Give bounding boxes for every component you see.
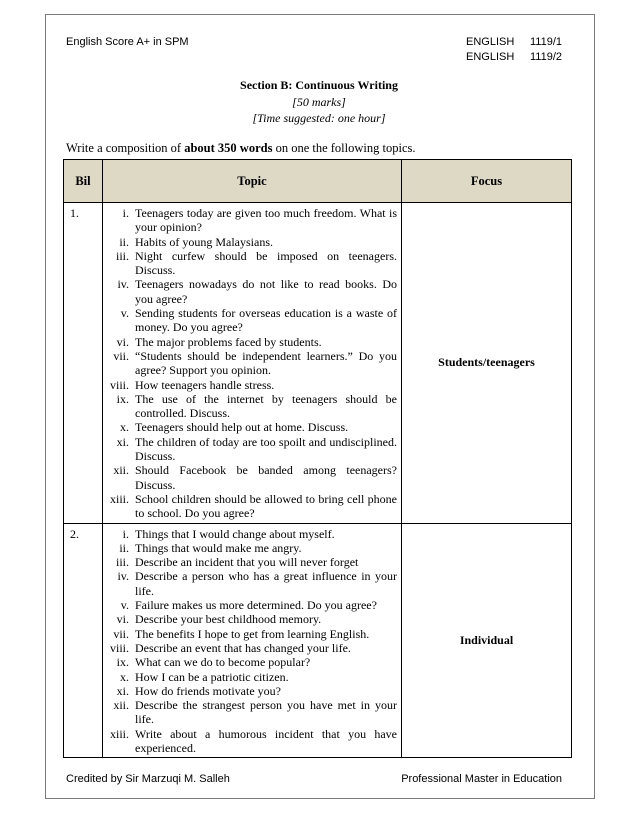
list-item-number: viii. — [109, 640, 129, 655]
list-item — [103, 463, 401, 492]
list-item — [103, 569, 401, 598]
list-item-text: Describe your best childhood memory. — [135, 612, 322, 627]
list-item — [103, 378, 401, 392]
list-item — [103, 641, 401, 655]
list-item-text: How do friends motivate you? — [135, 683, 281, 698]
list-item-number: ix. — [116, 391, 129, 406]
list-item-text: The major problems faced by students. — [135, 334, 322, 349]
list-item-text: Describe an event that has changed your life. — [135, 640, 351, 655]
section-marks: [50 marks] — [292, 95, 346, 109]
list-item-number: v. — [120, 306, 129, 321]
list-item-text: Should Facebook be banded among teenagers? Discuss. — [135, 463, 397, 492]
list-item-number: v. — [120, 598, 129, 613]
list-item — [103, 627, 401, 641]
list-item-text: Teenagers nowadays do not like to read books. Do you agree? — [135, 277, 397, 306]
footer-credit: Credited by Sir Marzuqi M. Salleh — [66, 773, 230, 785]
list-item-number: iv. — [117, 569, 129, 584]
list-item-number: xi. — [116, 683, 129, 698]
list-item — [103, 277, 401, 306]
topics-table — [63, 159, 572, 758]
table-row — [64, 203, 572, 524]
list-item — [103, 655, 401, 669]
list-item-number: ix. — [116, 655, 129, 670]
list-item-text: School children should be allowed to bring cell phone to school. Do you agree? — [135, 491, 397, 521]
list-item — [103, 698, 401, 727]
table-body — [64, 203, 572, 758]
list-item-text: Failure makes us more determined. Do you agree? — [135, 598, 377, 613]
header-code-2: 1119/2 — [530, 51, 563, 63]
list-item-number: xi. — [116, 434, 129, 449]
list-item-text: Things that would make me angry. — [135, 540, 302, 555]
list-item-text: “Students should be independent learners.” Do you agree? Support you opinion. — [135, 348, 397, 378]
list-item-text: What can we do to become popular? — [135, 655, 311, 670]
list-item-number: xii. — [113, 698, 129, 713]
list-item-number: vii. — [113, 626, 129, 641]
list-item-number: vii. — [113, 348, 129, 363]
list-item-text: How I can be a patriotic citizen. — [135, 669, 289, 684]
focus-cell: Individual — [402, 523, 572, 758]
list-item — [103, 727, 401, 756]
list-item-text: Describe an incident that you will never forget — [135, 555, 359, 570]
list-item-text: The benefits I hope to get from learning English. — [135, 626, 370, 641]
header-bil: Bil — [64, 160, 103, 203]
list-item-number: viii. — [109, 377, 129, 392]
list-item — [103, 420, 401, 434]
header-code-1: 1119/1 — [530, 36, 563, 48]
topic-cell — [103, 523, 402, 758]
list-item — [103, 612, 401, 626]
list-item — [103, 527, 401, 541]
list-item — [103, 349, 401, 378]
list-item-text: How teenagers handle stress. — [135, 377, 275, 392]
list-item-text: Teenagers today are given too much freedom. What is your opinion? — [135, 206, 397, 235]
list-item-text: The use of the internet by teenagers should be controlled. Discuss. — [135, 391, 397, 421]
list-item-text: Teenagers should help out at home. Discuss. — [135, 420, 349, 435]
list-item — [103, 335, 401, 349]
list-item-number: x. — [120, 669, 129, 684]
list-item-number: iii. — [115, 248, 129, 263]
list-item-number: vi. — [116, 612, 129, 627]
instruction-post: on one the following topics. — [272, 141, 416, 155]
section-title: Section B: Continuous Writing — [240, 78, 398, 92]
list-item-number: xiii. — [109, 726, 129, 741]
list-item — [103, 306, 401, 335]
section-time: [Time suggested: one hour] — [252, 111, 386, 125]
header-subject-1: ENGLISH — [466, 36, 515, 48]
list-item — [103, 235, 401, 249]
list-item — [103, 598, 401, 612]
list-item-text: Describe a person who has a great influence in your life. — [135, 569, 397, 598]
topic-cell — [103, 203, 402, 524]
list-item — [103, 435, 401, 464]
list-item-number: i. — [122, 526, 129, 541]
list-item-text: Habits of young Malaysians. — [135, 234, 273, 249]
header-topic: Topic — [103, 160, 402, 203]
header-title: English Score A+ in SPM — [66, 36, 189, 48]
list-item — [103, 249, 401, 278]
list-item — [103, 541, 401, 555]
list-item-number: vi. — [116, 334, 129, 349]
footer-qualification: Professional Master in Education — [401, 773, 562, 785]
list-item — [103, 492, 401, 521]
list-item — [103, 206, 401, 235]
instruction-bold: about 350 words — [184, 141, 273, 155]
list-item-number: iv. — [117, 277, 129, 292]
instruction-pre: Write a composition of — [66, 141, 185, 155]
table-row — [64, 523, 572, 758]
list-item-text: Night curfew should be imposed on teenagers. Discuss. — [135, 248, 397, 278]
list-item-text: Sending students for overseas education is a waste of money. Do you agree? — [135, 306, 397, 335]
list-item-number: ii. — [119, 540, 129, 555]
instruction — [66, 141, 416, 156]
list-item-number: ii. — [119, 234, 129, 249]
list-item-text: Things that I would change about myself. — [135, 526, 335, 541]
header-subject-2: ENGLISH — [466, 51, 515, 63]
list-item-number: x. — [120, 420, 129, 435]
table-header-row — [64, 160, 572, 203]
header-focus: Focus — [402, 160, 572, 203]
list-item-text: The children of today are too spoilt and undisciplined. Discuss. — [135, 434, 397, 464]
bil-cell: 1. — [64, 203, 103, 524]
list-item — [103, 684, 401, 698]
list-item — [103, 670, 401, 684]
list-item-number: iii. — [115, 555, 129, 570]
focus-cell: Students/teenagers — [402, 203, 572, 524]
list-item-text: Write about a humorous incident that you have experienced. — [135, 726, 397, 755]
list-item-text: Describe the strangest person you have met in your life. — [135, 698, 397, 727]
bil-cell: 2. — [64, 523, 103, 758]
list-item-number: xii. — [113, 463, 129, 478]
list-item — [103, 392, 401, 421]
list-item — [103, 555, 401, 569]
list-item-number: xiii. — [109, 491, 129, 506]
list-item-number: i. — [122, 206, 129, 220]
